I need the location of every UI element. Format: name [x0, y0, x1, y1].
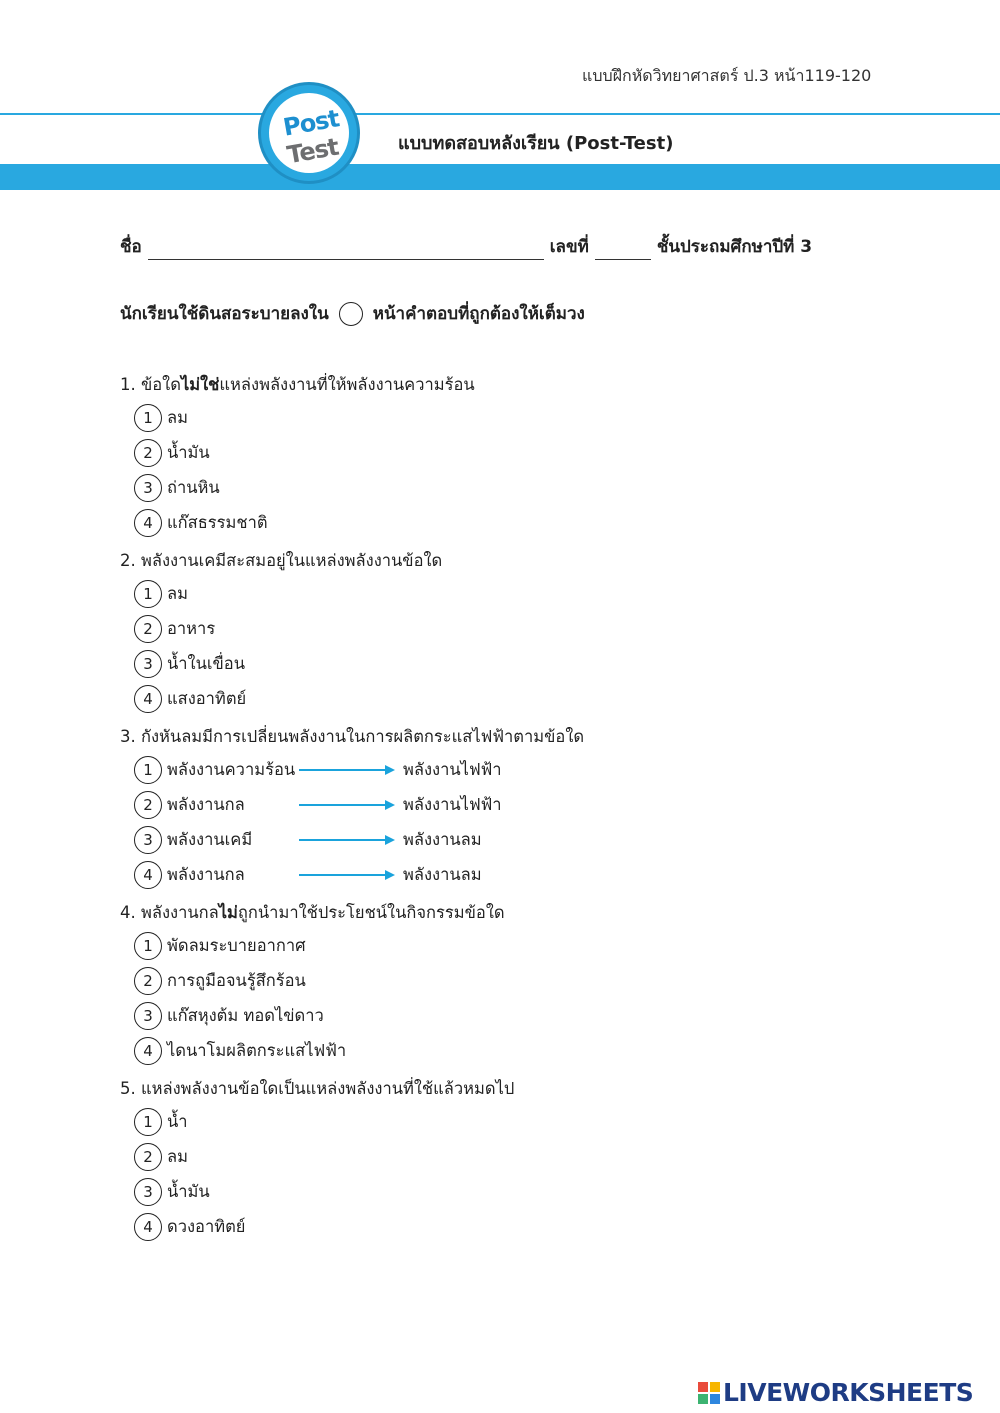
question-5 [120, 1076, 514, 1102]
instruction-before: นักเรียนใช้ดินสอระบายลงใน [120, 304, 329, 324]
workbook-reference: แบบฝึกหัดวิทยาศาสตร์ ป.3 หน้า119-120 [582, 66, 872, 85]
question-1-emphasis: ไม่ใช่ [180, 375, 220, 394]
question-4-pre: 4. พลังงานกล [120, 903, 219, 922]
energy-from: พลังงานกล [167, 795, 245, 814]
answer-bubble[interactable]: 3 [134, 1002, 162, 1030]
energy-to: พลังงานลม [403, 865, 482, 884]
answer-bubble[interactable]: 4 [134, 1037, 162, 1065]
answer-bubble[interactable]: 2 [134, 1143, 162, 1171]
option-text: พัดลมระบายอากาศ [167, 936, 306, 955]
energy-from: พลังงานเคมี [167, 830, 253, 849]
answer-bubble[interactable]: 3 [134, 1178, 162, 1206]
arrow-right-icon [299, 800, 399, 810]
option-text: น้ำมัน [167, 1182, 210, 1201]
option-text: ดวงอาทิตย์ [167, 1217, 246, 1236]
option-text: ไดนาโมผลิตกระแสไฟฟ้า [167, 1041, 347, 1060]
instruction-after: หน้าคำตอบที่ถูกต้องให้เต็มวง [372, 304, 585, 324]
question-1 [120, 372, 475, 398]
header-blue-band [0, 164, 1000, 190]
brand-name: LIVEWORKSHEETS [723, 1378, 974, 1407]
energy-to: พลังงานลม [403, 830, 482, 849]
question-4-emphasis: ไม่ [218, 903, 238, 922]
answer-bubble[interactable]: 2 [134, 615, 162, 643]
q4-option-4[interactable] [134, 1037, 346, 1065]
energy-to: พลังงานไฟฟ้า [403, 760, 502, 779]
q5-option-4[interactable] [134, 1213, 245, 1241]
question-3-text: 3. กังหันลมมีการเปลี่ยนพลังงานในการผลิตกระแสไฟฟ้าตามข้อใด [120, 727, 585, 746]
question-1-post: แหล่งพลังงานที่ให้พลังงานความร้อน [219, 375, 475, 394]
q3-option-3[interactable] [134, 826, 482, 854]
q5-option-1[interactable] [134, 1108, 188, 1136]
energy-to: พลังงานไฟฟ้า [403, 795, 502, 814]
grade-label: ชั้นประถมศึกษาปีที่ 3 [656, 237, 813, 257]
option-text: อาหาร [167, 619, 216, 638]
number-field[interactable] [595, 239, 651, 260]
option-text: แก๊สหุงต้ม ทอดไข่ดาว [167, 1006, 324, 1025]
name-field[interactable] [148, 239, 544, 260]
option-text: ถ่านหิน [167, 478, 220, 497]
q3-option-2[interactable] [134, 791, 502, 819]
option-text: ลม [167, 408, 188, 427]
answer-bubble[interactable]: 2 [134, 439, 162, 467]
answer-bubble[interactable]: 2 [134, 791, 162, 819]
option-text: ลม [167, 1147, 188, 1166]
question-4 [120, 900, 505, 926]
q4-option-2[interactable] [134, 967, 306, 995]
answer-bubble[interactable]: 4 [134, 1213, 162, 1241]
q2-option-1[interactable] [134, 580, 188, 608]
logo-square [698, 1382, 708, 1392]
answer-bubble[interactable]: 4 [134, 509, 162, 537]
logo-square [710, 1382, 720, 1392]
answer-bubble[interactable]: 1 [134, 1108, 162, 1136]
instruction [120, 300, 585, 327]
q3-option-4[interactable] [134, 861, 482, 889]
student-info-row [120, 232, 840, 260]
q4-option-1[interactable] [134, 932, 306, 960]
post-test-badge [258, 82, 360, 184]
option-text: การถูมือจนรู้สึกร้อน [167, 971, 306, 990]
option-text: แสงอาทิตย์ [167, 689, 247, 708]
q2-option-4[interactable] [134, 685, 246, 713]
option-text: น้ำในเขื่อน [167, 654, 245, 673]
bubble-example-icon [339, 302, 363, 326]
option-text: น้ำมัน [167, 443, 210, 462]
logo-square [710, 1394, 720, 1404]
question-5-text: 5. แหล่งพลังงานข้อใดเป็นแหล่งพลังงานที่ใช้แล้วหมดไป [120, 1079, 515, 1098]
answer-bubble[interactable]: 4 [134, 685, 162, 713]
answer-bubble[interactable]: 3 [134, 474, 162, 502]
answer-bubble[interactable]: 3 [134, 826, 162, 854]
arrow-right-icon [299, 765, 399, 775]
q5-option-2[interactable] [134, 1143, 188, 1171]
q2-option-3[interactable] [134, 650, 245, 678]
energy-from: พลังงานความร้อน [167, 760, 296, 779]
answer-bubble[interactable]: 1 [134, 756, 162, 784]
arrow-right-icon [299, 870, 399, 880]
badge-inner-circle [269, 93, 349, 173]
option-text: ลม [167, 584, 188, 603]
answer-bubble[interactable]: 4 [134, 861, 162, 889]
q2-option-2[interactable] [134, 615, 215, 643]
badge-test-word: Test [284, 132, 341, 170]
answer-bubble[interactable]: 1 [134, 580, 162, 608]
number-label: เลขที่ [549, 237, 589, 257]
question-1-pre: 1. ข้อใด [120, 375, 181, 394]
liveworksheets-logo [698, 1378, 973, 1407]
option-text: น้ำ [167, 1112, 188, 1131]
q5-option-3[interactable] [134, 1178, 210, 1206]
answer-bubble[interactable]: 1 [134, 404, 162, 432]
name-label: ชื่อ [120, 237, 142, 257]
question-2-text: 2. พลังงานเคมีสะสมอยู่ในแหล่งพลังงานข้อใด [120, 551, 443, 570]
question-2 [120, 548, 442, 574]
q1-option-2[interactable] [134, 439, 210, 467]
answer-bubble[interactable]: 2 [134, 967, 162, 995]
answer-bubble[interactable]: 3 [134, 650, 162, 678]
badge-post-word: Post [280, 104, 341, 142]
header-thin-rule [0, 113, 1000, 115]
q1-option-4[interactable] [134, 509, 268, 537]
logo-square [698, 1394, 708, 1404]
q1-option-3[interactable] [134, 474, 220, 502]
arrow-right-icon [299, 835, 399, 845]
question-3 [120, 724, 584, 750]
answer-bubble[interactable]: 1 [134, 932, 162, 960]
q4-option-3[interactable] [134, 1002, 324, 1030]
logo-squares-icon [698, 1382, 720, 1404]
q3-option-1[interactable] [134, 756, 502, 784]
q1-option-1[interactable] [134, 404, 188, 432]
page-title: แบบทดสอบหลังเรียน (Post-Test) [398, 133, 674, 154]
energy-from: พลังงานกล [167, 865, 245, 884]
option-text: แก๊สธรรมชาติ [167, 513, 268, 532]
question-4-post: ถูกนำมาใช้ประโยชน์ในกิจกรรมข้อใด [237, 903, 505, 922]
